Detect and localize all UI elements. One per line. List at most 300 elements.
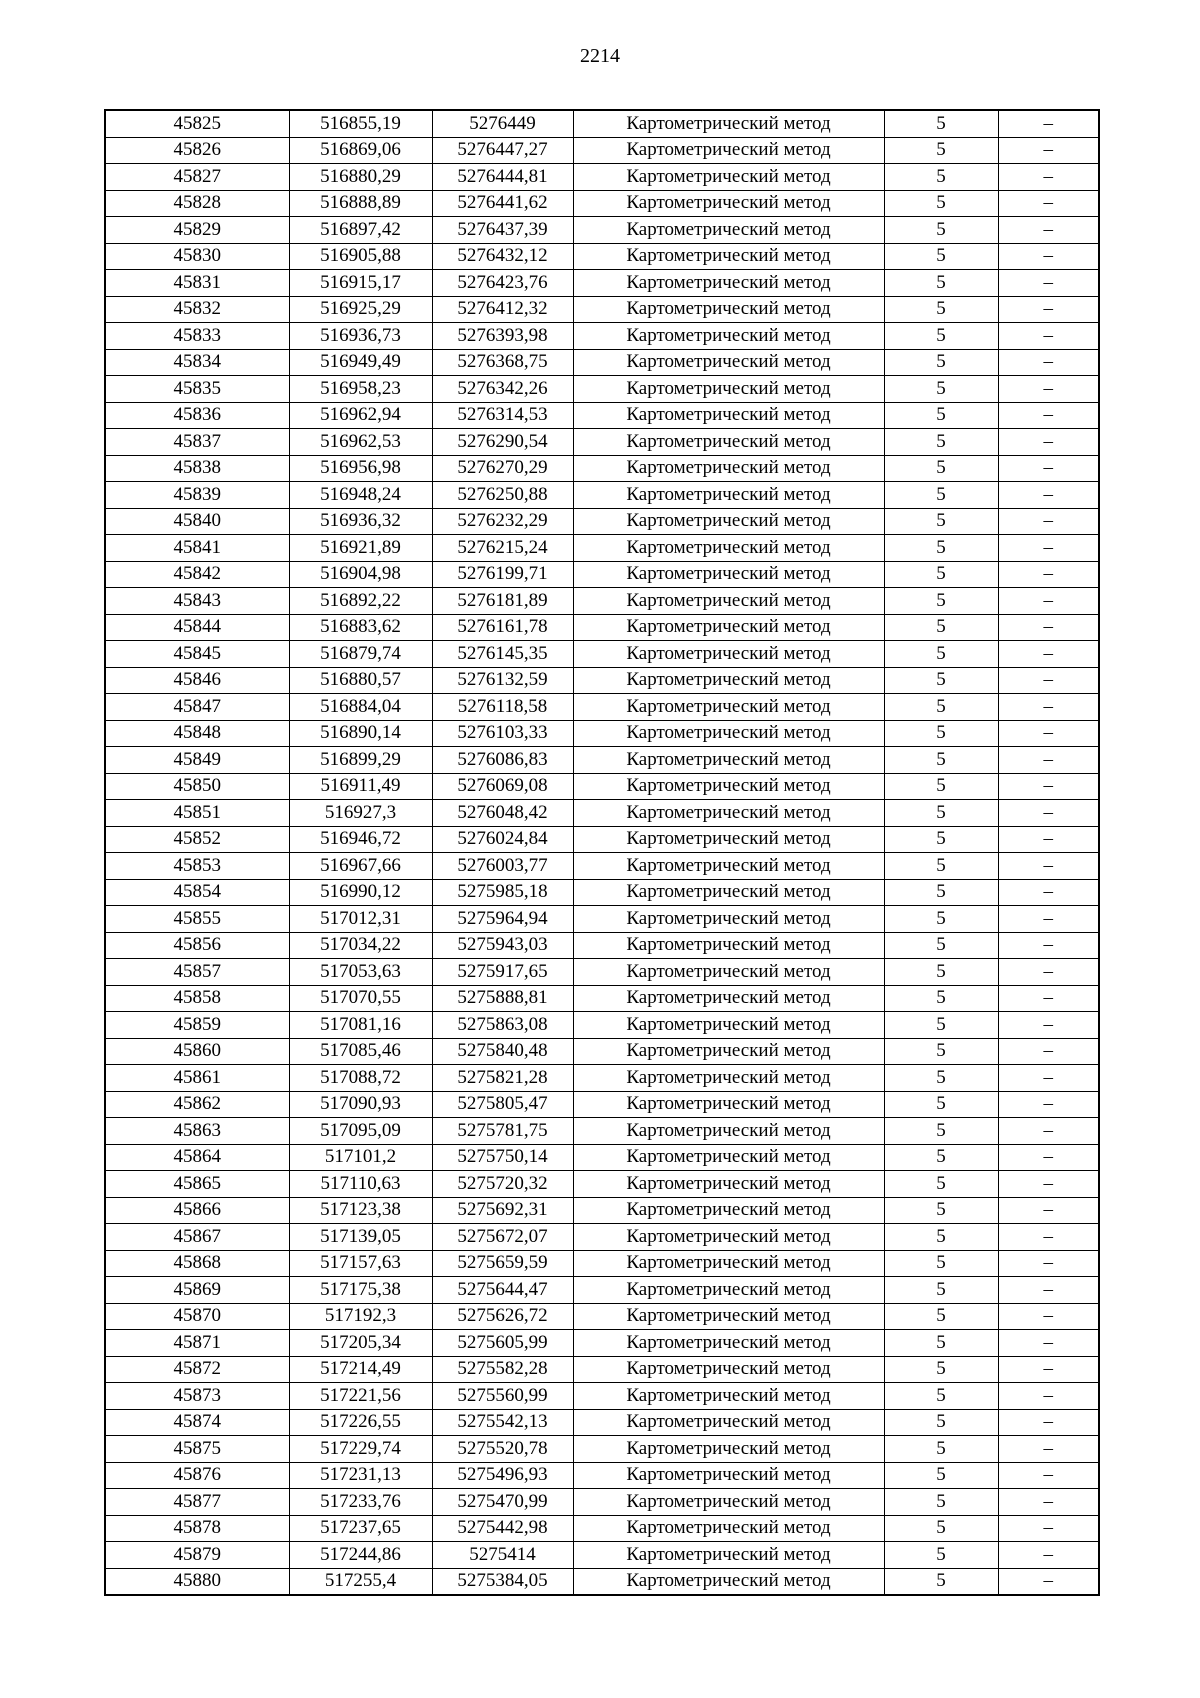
description-cell: – <box>998 1489 1099 1516</box>
table-row <box>105 1144 1099 1171</box>
accuracy-cell: 5 <box>884 402 998 429</box>
point-number-cell: 45873 <box>105 1383 289 1410</box>
point-number-cell: 45870 <box>105 1303 289 1330</box>
table-row <box>105 1356 1099 1383</box>
description-cell: – <box>998 588 1099 615</box>
method-cell: Картометрический метод <box>573 985 884 1012</box>
point-number-cell: 45857 <box>105 959 289 986</box>
x-coordinate-cell: 516962,94 <box>289 402 432 429</box>
x-coordinate-cell: 517101,2 <box>289 1144 432 1171</box>
accuracy-cell: 5 <box>884 1542 998 1569</box>
x-coordinate-cell: 517221,56 <box>289 1383 432 1410</box>
description-cell: – <box>998 296 1099 323</box>
accuracy-cell: 5 <box>884 1436 998 1463</box>
method-cell: Картометрический метод <box>573 1330 884 1357</box>
description-cell: – <box>998 455 1099 482</box>
table-row <box>105 1197 1099 1224</box>
description-cell: – <box>998 1383 1099 1410</box>
description-cell: – <box>998 1409 1099 1436</box>
accuracy-cell: 5 <box>884 1330 998 1357</box>
y-coordinate-cell: 5276048,42 <box>432 800 573 827</box>
x-coordinate-cell: 517085,46 <box>289 1038 432 1065</box>
method-cell: Картометрический метод <box>573 270 884 297</box>
x-coordinate-cell: 517123,38 <box>289 1197 432 1224</box>
table-row <box>105 1065 1099 1092</box>
y-coordinate-cell: 5275888,81 <box>432 985 573 1012</box>
method-cell: Картометрический метод <box>573 323 884 350</box>
y-coordinate-cell: 5276024,84 <box>432 826 573 853</box>
accuracy-cell: 5 <box>884 1489 998 1516</box>
accuracy-cell: 5 <box>884 164 998 191</box>
point-number-cell: 45877 <box>105 1489 289 1516</box>
x-coordinate-cell: 516855,19 <box>289 110 432 137</box>
table-row <box>105 164 1099 191</box>
method-cell: Картометрический метод <box>573 667 884 694</box>
x-coordinate-cell: 517244,86 <box>289 1542 432 1569</box>
accuracy-cell: 5 <box>884 588 998 615</box>
page-number: 2214 <box>580 45 620 67</box>
description-cell: – <box>998 323 1099 350</box>
accuracy-cell: 5 <box>884 614 998 641</box>
description-cell: – <box>998 1542 1099 1569</box>
y-coordinate-cell: 5276215,24 <box>432 535 573 562</box>
description-cell: – <box>998 1436 1099 1463</box>
method-cell: Картометрический метод <box>573 1383 884 1410</box>
y-coordinate-cell: 5275750,14 <box>432 1144 573 1171</box>
point-number-cell: 45836 <box>105 402 289 429</box>
y-coordinate-cell: 5275943,03 <box>432 932 573 959</box>
description-cell: – <box>998 1144 1099 1171</box>
accuracy-cell: 5 <box>884 561 998 588</box>
method-cell: Картометрический метод <box>573 826 884 853</box>
table-body <box>105 110 1099 1595</box>
y-coordinate-cell: 5275821,28 <box>432 1065 573 1092</box>
accuracy-cell: 5 <box>884 349 998 376</box>
method-cell: Картометрический метод <box>573 561 884 588</box>
point-number-cell: 45864 <box>105 1144 289 1171</box>
table-row <box>105 959 1099 986</box>
table-row <box>105 323 1099 350</box>
method-cell: Картометрический метод <box>573 588 884 615</box>
table-row <box>105 561 1099 588</box>
table-row <box>105 455 1099 482</box>
accuracy-cell: 5 <box>884 1065 998 1092</box>
table-row <box>105 535 1099 562</box>
accuracy-cell: 5 <box>884 932 998 959</box>
x-coordinate-cell: 517012,31 <box>289 906 432 933</box>
table-row <box>105 667 1099 694</box>
y-coordinate-cell: 5275985,18 <box>432 879 573 906</box>
point-number-cell: 45868 <box>105 1250 289 1277</box>
table-row <box>105 906 1099 933</box>
x-coordinate-cell: 517175,38 <box>289 1277 432 1304</box>
x-coordinate-cell: 517090,93 <box>289 1091 432 1118</box>
method-cell: Картометрический метод <box>573 535 884 562</box>
table-row <box>105 879 1099 906</box>
method-cell: Картометрический метод <box>573 508 884 535</box>
y-coordinate-cell: 5275659,59 <box>432 1250 573 1277</box>
x-coordinate-cell: 517053,63 <box>289 959 432 986</box>
x-coordinate-cell: 516892,22 <box>289 588 432 615</box>
description-cell: – <box>998 1250 1099 1277</box>
accuracy-cell: 5 <box>884 1224 998 1251</box>
point-number-cell: 45874 <box>105 1409 289 1436</box>
method-cell: Картометрический метод <box>573 1356 884 1383</box>
x-coordinate-cell: 516958,23 <box>289 376 432 403</box>
x-coordinate-cell: 516899,29 <box>289 747 432 774</box>
method-cell: Картометрический метод <box>573 1462 884 1489</box>
method-cell: Картометрический метод <box>573 217 884 244</box>
description-cell: – <box>998 747 1099 774</box>
description-cell: – <box>998 720 1099 747</box>
accuracy-cell: 5 <box>884 1012 998 1039</box>
x-coordinate-cell: 516883,62 <box>289 614 432 641</box>
method-cell: Картометрический метод <box>573 906 884 933</box>
table-row <box>105 429 1099 456</box>
point-number-cell: 45859 <box>105 1012 289 1039</box>
table-row <box>105 747 1099 774</box>
description-cell: – <box>998 402 1099 429</box>
accuracy-cell: 5 <box>884 800 998 827</box>
accuracy-cell: 5 <box>884 747 998 774</box>
method-cell: Картометрический метод <box>573 1012 884 1039</box>
x-coordinate-cell: 516990,12 <box>289 879 432 906</box>
x-coordinate-cell: 517081,16 <box>289 1012 432 1039</box>
accuracy-cell: 5 <box>884 1038 998 1065</box>
y-coordinate-cell: 5276003,77 <box>432 853 573 880</box>
accuracy-cell: 5 <box>884 1091 998 1118</box>
x-coordinate-cell: 516949,49 <box>289 349 432 376</box>
y-coordinate-cell: 5276086,83 <box>432 747 573 774</box>
description-cell: – <box>998 1012 1099 1039</box>
description-cell: – <box>998 879 1099 906</box>
table-row <box>105 1012 1099 1039</box>
accuracy-cell: 5 <box>884 243 998 270</box>
point-number-cell: 45865 <box>105 1171 289 1198</box>
x-coordinate-cell: 517110,63 <box>289 1171 432 1198</box>
method-cell: Картометрический метод <box>573 747 884 774</box>
point-number-cell: 45826 <box>105 137 289 164</box>
description-cell: – <box>998 1224 1099 1251</box>
point-number-cell: 45872 <box>105 1356 289 1383</box>
x-coordinate-cell: 517255,4 <box>289 1568 432 1595</box>
y-coordinate-cell: 5276270,29 <box>432 455 573 482</box>
point-number-cell: 45856 <box>105 932 289 959</box>
description-cell: – <box>998 773 1099 800</box>
accuracy-cell: 5 <box>884 641 998 668</box>
method-cell: Картометрический метод <box>573 1197 884 1224</box>
y-coordinate-cell: 5276447,27 <box>432 137 573 164</box>
x-coordinate-cell: 517157,63 <box>289 1250 432 1277</box>
accuracy-cell: 5 <box>884 482 998 509</box>
accuracy-cell: 5 <box>884 667 998 694</box>
table-row <box>105 243 1099 270</box>
y-coordinate-cell: 5276199,71 <box>432 561 573 588</box>
y-coordinate-cell: 5276314,53 <box>432 402 573 429</box>
method-cell: Картометрический метод <box>573 1568 884 1595</box>
table-row <box>105 1038 1099 1065</box>
point-number-cell: 45849 <box>105 747 289 774</box>
accuracy-cell: 5 <box>884 137 998 164</box>
point-number-cell: 45844 <box>105 614 289 641</box>
method-cell: Картометрический метод <box>573 429 884 456</box>
y-coordinate-cell: 5275605,99 <box>432 1330 573 1357</box>
x-coordinate-cell: 516880,57 <box>289 667 432 694</box>
description-cell: – <box>998 667 1099 694</box>
method-cell: Картометрический метод <box>573 959 884 986</box>
y-coordinate-cell: 5275442,98 <box>432 1515 573 1542</box>
accuracy-cell: 5 <box>884 110 998 137</box>
x-coordinate-cell: 517070,55 <box>289 985 432 1012</box>
description-cell: – <box>998 190 1099 217</box>
x-coordinate-cell: 516879,74 <box>289 641 432 668</box>
point-number-cell: 45846 <box>105 667 289 694</box>
x-coordinate-cell: 516936,32 <box>289 508 432 535</box>
point-number-cell: 45843 <box>105 588 289 615</box>
accuracy-cell: 5 <box>884 1303 998 1330</box>
method-cell: Картометрический метод <box>573 932 884 959</box>
method-cell: Картометрический метод <box>573 349 884 376</box>
x-coordinate-cell: 516915,17 <box>289 270 432 297</box>
x-coordinate-cell: 516897,42 <box>289 217 432 244</box>
method-cell: Картометрический метод <box>573 1489 884 1516</box>
point-number-cell: 45848 <box>105 720 289 747</box>
y-coordinate-cell: 5275626,72 <box>432 1303 573 1330</box>
point-number-cell: 45847 <box>105 694 289 721</box>
point-number-cell: 45871 <box>105 1330 289 1357</box>
point-number-cell: 45842 <box>105 561 289 588</box>
description-cell: – <box>998 561 1099 588</box>
y-coordinate-cell: 5275384,05 <box>432 1568 573 1595</box>
point-number-cell: 45840 <box>105 508 289 535</box>
description-cell: – <box>998 1330 1099 1357</box>
x-coordinate-cell: 516925,29 <box>289 296 432 323</box>
table-row <box>105 1409 1099 1436</box>
accuracy-cell: 5 <box>884 1277 998 1304</box>
y-coordinate-cell: 5276069,08 <box>432 773 573 800</box>
accuracy-cell: 5 <box>884 826 998 853</box>
table-row <box>105 110 1099 137</box>
description-cell: – <box>998 641 1099 668</box>
accuracy-cell: 5 <box>884 455 998 482</box>
point-number-cell: 45866 <box>105 1197 289 1224</box>
point-number-cell: 45853 <box>105 853 289 880</box>
accuracy-cell: 5 <box>884 217 998 244</box>
table-row <box>105 985 1099 1012</box>
y-coordinate-cell: 5276437,39 <box>432 217 573 244</box>
description-cell: – <box>998 1462 1099 1489</box>
point-number-cell: 45860 <box>105 1038 289 1065</box>
method-cell: Картометрический метод <box>573 1144 884 1171</box>
description-cell: – <box>998 1568 1099 1595</box>
accuracy-cell: 5 <box>884 1409 998 1436</box>
description-cell: – <box>998 243 1099 270</box>
description-cell: – <box>998 137 1099 164</box>
accuracy-cell: 5 <box>884 296 998 323</box>
y-coordinate-cell: 5275520,78 <box>432 1436 573 1463</box>
method-cell: Картометрический метод <box>573 614 884 641</box>
y-coordinate-cell: 5275805,47 <box>432 1091 573 1118</box>
x-coordinate-cell: 517233,76 <box>289 1489 432 1516</box>
x-coordinate-cell: 517231,13 <box>289 1462 432 1489</box>
table-row <box>105 402 1099 429</box>
table-row <box>105 1330 1099 1357</box>
accuracy-cell: 5 <box>884 1144 998 1171</box>
x-coordinate-cell: 516911,49 <box>289 773 432 800</box>
accuracy-cell: 5 <box>884 959 998 986</box>
point-number-cell: 45838 <box>105 455 289 482</box>
x-coordinate-cell: 516948,24 <box>289 482 432 509</box>
table-row <box>105 376 1099 403</box>
method-cell: Картометрический метод <box>573 641 884 668</box>
method-cell: Картометрический метод <box>573 1277 884 1304</box>
method-cell: Картометрический метод <box>573 296 884 323</box>
method-cell: Картометрический метод <box>573 164 884 191</box>
accuracy-cell: 5 <box>884 985 998 1012</box>
point-number-cell: 45863 <box>105 1118 289 1145</box>
accuracy-cell: 5 <box>884 376 998 403</box>
table-row <box>105 932 1099 959</box>
accuracy-cell: 5 <box>884 1356 998 1383</box>
point-number-cell: 45830 <box>105 243 289 270</box>
method-cell: Картометрический метод <box>573 1409 884 1436</box>
table-row <box>105 1568 1099 1595</box>
accuracy-cell: 5 <box>884 429 998 456</box>
y-coordinate-cell: 5276342,26 <box>432 376 573 403</box>
method-cell: Картометрический метод <box>573 773 884 800</box>
description-cell: – <box>998 535 1099 562</box>
method-cell: Картометрический метод <box>573 243 884 270</box>
table-row <box>105 137 1099 164</box>
table-row <box>105 1383 1099 1410</box>
table-row <box>105 508 1099 535</box>
description-cell: – <box>998 508 1099 535</box>
point-number-cell: 45876 <box>105 1462 289 1489</box>
accuracy-cell: 5 <box>884 508 998 535</box>
x-coordinate-cell: 516967,66 <box>289 853 432 880</box>
table-row <box>105 1303 1099 1330</box>
y-coordinate-cell: 5276145,35 <box>432 641 573 668</box>
x-coordinate-cell: 516946,72 <box>289 826 432 853</box>
description-cell: – <box>998 614 1099 641</box>
description-cell: – <box>998 429 1099 456</box>
y-coordinate-cell: 5275542,13 <box>432 1409 573 1436</box>
point-number-cell: 45833 <box>105 323 289 350</box>
description-cell: – <box>998 932 1099 959</box>
y-coordinate-cell: 5276181,89 <box>432 588 573 615</box>
accuracy-cell: 5 <box>884 1383 998 1410</box>
point-number-cell: 45879 <box>105 1542 289 1569</box>
point-number-cell: 45837 <box>105 429 289 456</box>
accuracy-cell: 5 <box>884 1515 998 1542</box>
accuracy-cell: 5 <box>884 853 998 880</box>
point-number-cell: 45851 <box>105 800 289 827</box>
point-number-cell: 45831 <box>105 270 289 297</box>
description-cell: – <box>998 853 1099 880</box>
description-cell: – <box>998 482 1099 509</box>
x-coordinate-cell: 517192,3 <box>289 1303 432 1330</box>
table-row <box>105 1462 1099 1489</box>
y-coordinate-cell: 5275672,07 <box>432 1224 573 1251</box>
point-number-cell: 45852 <box>105 826 289 853</box>
point-number-cell: 45828 <box>105 190 289 217</box>
accuracy-cell: 5 <box>884 773 998 800</box>
point-number-cell: 45845 <box>105 641 289 668</box>
method-cell: Картометрический метод <box>573 1542 884 1569</box>
x-coordinate-cell: 516921,89 <box>289 535 432 562</box>
x-coordinate-cell: 517139,05 <box>289 1224 432 1251</box>
point-number-cell: 45875 <box>105 1436 289 1463</box>
description-cell: – <box>998 906 1099 933</box>
description-cell: – <box>998 826 1099 853</box>
y-coordinate-cell: 5275560,99 <box>432 1383 573 1410</box>
table-row <box>105 588 1099 615</box>
table-row <box>105 1277 1099 1304</box>
description-cell: – <box>998 1038 1099 1065</box>
method-cell: Картометрический метод <box>573 376 884 403</box>
table-row <box>105 482 1099 509</box>
table-row <box>105 853 1099 880</box>
accuracy-cell: 5 <box>884 694 998 721</box>
method-cell: Картометрический метод <box>573 1224 884 1251</box>
table-row <box>105 1542 1099 1569</box>
description-cell: – <box>998 1356 1099 1383</box>
method-cell: Картометрический метод <box>573 402 884 429</box>
method-cell: Картометрический метод <box>573 879 884 906</box>
method-cell: Картометрический метод <box>573 455 884 482</box>
y-coordinate-cell: 5276423,76 <box>432 270 573 297</box>
accuracy-cell: 5 <box>884 1250 998 1277</box>
table-row <box>105 1515 1099 1542</box>
point-number-cell: 45854 <box>105 879 289 906</box>
x-coordinate-cell: 517095,09 <box>289 1118 432 1145</box>
y-coordinate-cell: 5275840,48 <box>432 1038 573 1065</box>
method-cell: Картометрический метод <box>573 137 884 164</box>
table-row <box>105 1171 1099 1198</box>
point-number-cell: 45841 <box>105 535 289 562</box>
point-number-cell: 45829 <box>105 217 289 244</box>
description-cell: – <box>998 1091 1099 1118</box>
y-coordinate-cell: 5276132,59 <box>432 667 573 694</box>
method-cell: Картометрический метод <box>573 1118 884 1145</box>
point-number-cell: 45861 <box>105 1065 289 1092</box>
x-coordinate-cell: 517214,49 <box>289 1356 432 1383</box>
y-coordinate-cell: 5276232,29 <box>432 508 573 535</box>
x-coordinate-cell: 517226,55 <box>289 1409 432 1436</box>
y-coordinate-cell: 5275582,28 <box>432 1356 573 1383</box>
method-cell: Картометрический метод <box>573 720 884 747</box>
y-coordinate-cell: 5275414 <box>432 1542 573 1569</box>
y-coordinate-cell: 5275692,31 <box>432 1197 573 1224</box>
description-cell: – <box>998 164 1099 191</box>
accuracy-cell: 5 <box>884 270 998 297</box>
method-cell: Картометрический метод <box>573 694 884 721</box>
method-cell: Картометрический метод <box>573 482 884 509</box>
x-coordinate-cell: 516956,98 <box>289 455 432 482</box>
x-coordinate-cell: 517229,74 <box>289 1436 432 1463</box>
table-row <box>105 349 1099 376</box>
description-cell: – <box>998 1171 1099 1198</box>
point-number-cell: 45825 <box>105 110 289 137</box>
y-coordinate-cell: 5276118,58 <box>432 694 573 721</box>
point-number-cell: 45850 <box>105 773 289 800</box>
x-coordinate-cell: 516890,14 <box>289 720 432 747</box>
point-number-cell: 45862 <box>105 1091 289 1118</box>
x-coordinate-cell: 517034,22 <box>289 932 432 959</box>
y-coordinate-cell: 5275964,94 <box>432 906 573 933</box>
y-coordinate-cell: 5275644,47 <box>432 1277 573 1304</box>
y-coordinate-cell: 5276368,75 <box>432 349 573 376</box>
